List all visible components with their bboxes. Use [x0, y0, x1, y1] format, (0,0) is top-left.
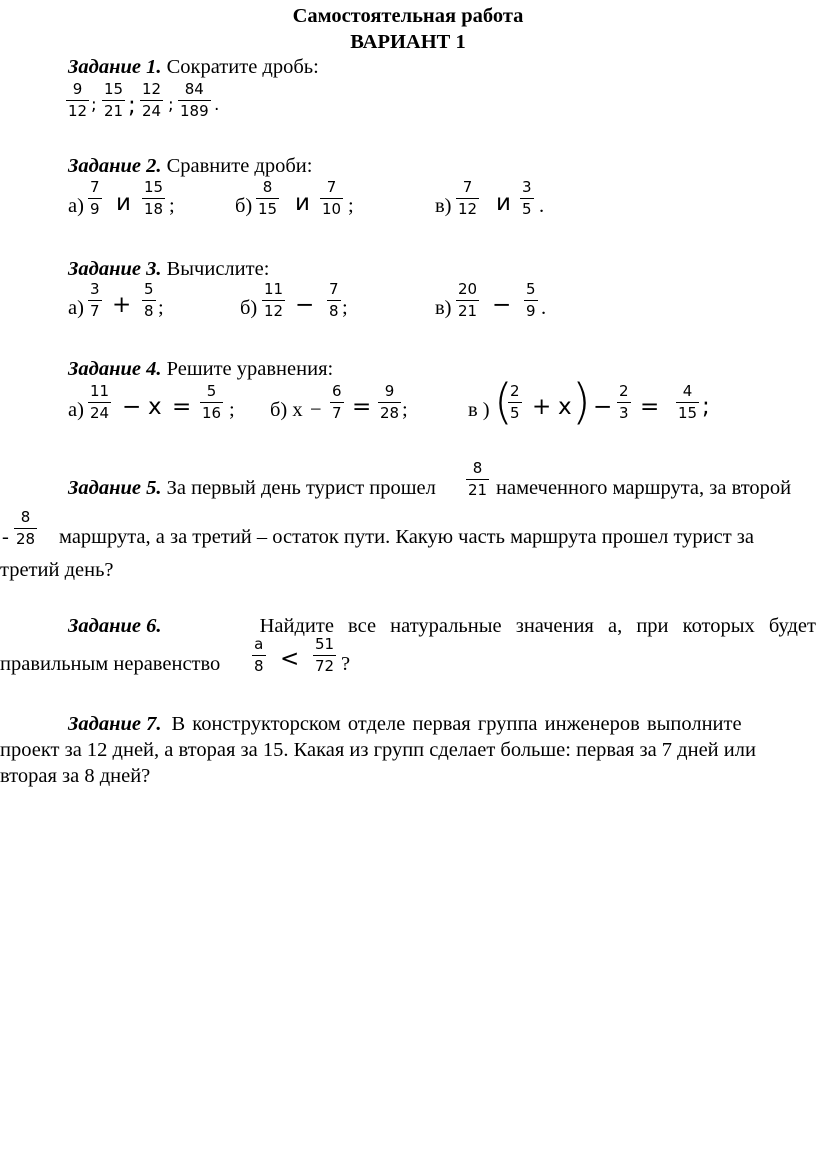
item-letter: б) x	[270, 399, 303, 421]
task7-label: Задание 7.	[68, 713, 162, 735]
fraction: $\frac{7}{8}$	[329, 280, 339, 320]
task1-text: Сократите дробь:	[166, 56, 319, 78]
item-letter: б)	[240, 297, 258, 319]
operator: −	[593, 394, 613, 420]
task1-label: Задание 1.	[68, 56, 162, 78]
fraction: $\frac{2}{5}$	[510, 382, 520, 422]
fraction: $\frac{3}{7}$	[90, 280, 100, 320]
task6-label: Задание 6.	[68, 615, 162, 637]
task7-line3: вторая за 8 дней?	[0, 765, 151, 787]
dash-text: -	[2, 526, 9, 548]
fraction: $\frac{a}{8}$	[254, 635, 264, 675]
operator: −	[492, 292, 512, 318]
operator: =	[640, 394, 660, 420]
operator: =	[352, 394, 372, 420]
fraction: $\frac{2}{3}$	[619, 382, 629, 422]
task5-label: Задание 5.	[68, 477, 162, 499]
operator: −	[122, 394, 142, 420]
task1-fraction: $\frac{84}{189}$	[180, 80, 209, 120]
page-title: Самостоятельная работа	[292, 5, 524, 27]
task5-line1-end: намеченного маршрута, за второй	[496, 477, 792, 499]
operator: <	[280, 646, 300, 672]
item-letter: б)	[235, 195, 253, 217]
task1-fraction: $\frac{9}{12}$	[68, 80, 88, 120]
operator: +	[112, 292, 132, 318]
fraction: $\frac{5}{9}$	[526, 280, 536, 320]
fraction: $\frac{8}{21}$	[468, 459, 488, 499]
fraction: $\frac{51}{72}$	[315, 635, 335, 675]
fraction: $\frac{4}{15}$	[678, 382, 698, 422]
task3-text: Вычислите:	[166, 258, 270, 280]
left-paren: (	[494, 374, 513, 430]
item-letter: а)	[68, 399, 84, 421]
task6-line1: Задание 6. Найдите все натуральные значения а, при которых будет	[68, 615, 816, 637]
task4-heading	[68, 358, 333, 381]
task2-heading	[68, 155, 312, 178]
variable: x	[558, 394, 572, 420]
task1-fraction: $\frac{12}{24}$	[142, 80, 162, 120]
task5-line3: третий день?	[0, 559, 114, 581]
operator: −	[295, 292, 315, 318]
task7-line1: Задание 7. В конструкторском отделе первая группа инженеров выполните	[68, 713, 742, 735]
task5-line1: Задание 5. За первый день турист прошел	[68, 477, 436, 499]
fraction: $\frac{20}{21}$	[458, 280, 478, 320]
right-paren: )	[572, 374, 591, 430]
fraction: $\frac{9}{28}$	[380, 382, 400, 422]
operator: +	[532, 394, 552, 420]
fraction: $\frac{6}{7}$	[332, 382, 342, 422]
task7-line2: проект за 12 дней, а вторая за 15. Какая из групп сделает больше: первая за 7 дней или	[0, 739, 756, 761]
task2-label: Задание 2.	[68, 155, 162, 177]
task4-text: Решите уравнения:	[166, 358, 334, 380]
fraction: $\frac{5}{8}$	[144, 280, 154, 320]
conj-text: и	[295, 190, 310, 216]
task5-line2: маршрута, а за третий – остаток пути. Какую часть маршрута прошел турист за	[59, 526, 754, 548]
fraction: $\frac{7}{12}$	[458, 178, 478, 218]
task2-text: Сравните дроби:	[166, 155, 313, 177]
task3-heading	[68, 258, 269, 281]
fraction: $\frac{8}{28}$	[16, 508, 36, 548]
fraction: $\frac{8}{15}$	[258, 178, 278, 218]
variant-title: ВАРИАНТ 1	[350, 31, 466, 53]
task4-label: Задание 4.	[68, 358, 162, 380]
fraction: $\frac{7}{10}$	[322, 178, 342, 218]
task3-label: Задание 3.	[68, 258, 162, 280]
fraction: $\frac{15}{18}$	[144, 178, 164, 218]
conj-text: и	[496, 190, 511, 216]
fraction: $\frac{11}{12}$	[264, 280, 284, 320]
operator: =	[172, 394, 192, 420]
variable: x	[148, 394, 162, 420]
item-letter: а)	[68, 297, 84, 319]
task1-fraction: $\frac{15}{21}$	[104, 80, 124, 120]
task6-line2: правильным неравенство	[0, 653, 221, 675]
task1-heading	[68, 56, 319, 79]
fraction: $\frac{5}{16}$	[202, 382, 222, 422]
conj-text: и	[116, 190, 131, 216]
item-letter: в)	[435, 297, 452, 319]
fraction: $\frac{11}{24}$	[90, 382, 110, 422]
fraction: $\frac{3}{5}$	[522, 178, 532, 218]
fraction: $\frac{7}{9}$	[90, 178, 100, 218]
item-letter: в)	[435, 195, 452, 217]
item-letter: в )	[468, 399, 490, 421]
operator: −	[310, 399, 322, 421]
item-letter: а)	[68, 195, 84, 217]
